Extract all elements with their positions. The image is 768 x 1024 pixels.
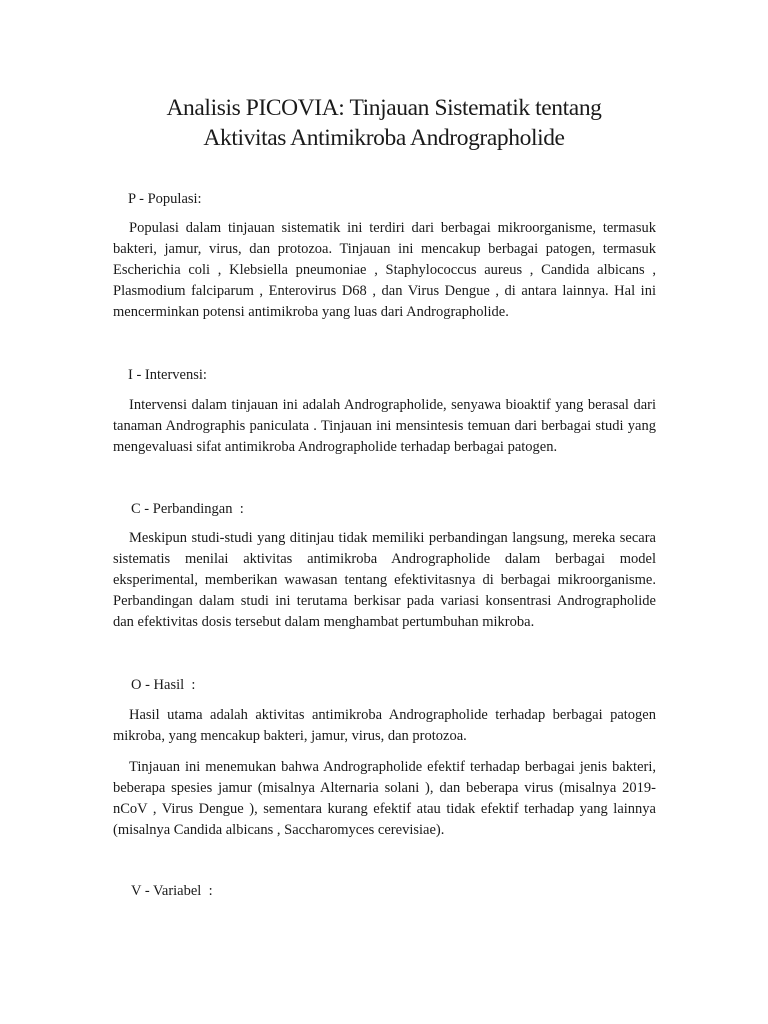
heading-variabel: V - Variabel : xyxy=(131,883,213,899)
paragraph-populasi: Populasi dalam tinjauan sistematik ini terdiri dari berbagai mikroorganisme, termasuk bakteri, jamur, virus, dan protozoa. Tinjauan ini mencakup berbagai patogen, termasuk Escherichia coli , Klebsiella pneumoniae , Staphylococcus aureus , Candida albicans , Plasmodium falciparum , Enterovirus D68 , dan Virus Dengue , di antara lainnya. Hal ini mencerminkan potensi antimikroba yang luas dari Andrographolide. xyxy=(113,220,656,320)
title-line-1: Analisis PICOVIA: Tinjauan Sistematik tentang xyxy=(166,95,602,121)
paragraph-hasil-2: Tinjauan ini menemukan bahwa Andrographolide efektif terhadap berbagai jenis bakteri, beberapa spesies jamur (misalnya Alternaria solani ), dan beberapa virus (misalnya 2019-nCoV , Virus Dengue ), sementara kurang efektif atau tidak efektif terhadap yang lainnya (misalnya Candida albicans , Saccharomyces cerevisiae). xyxy=(113,759,656,838)
heading-intervensi: I - Intervensi: xyxy=(128,367,207,383)
heading-perbandingan: C - Perbandingan : xyxy=(131,501,244,517)
heading-hasil: O - Hasil : xyxy=(131,677,196,693)
title-line-2: Aktivitas Antimikroba Andrographolide xyxy=(203,125,565,151)
paragraph-hasil-1: Hasil utama adalah aktivitas antimikroba Andrographolide terhadap berbagai patogen mikroba, yang mencakup bakteri, jamur, virus, dan protozoa. xyxy=(113,707,656,744)
document-title xyxy=(0,93,768,153)
heading-populasi: P - Populasi: xyxy=(128,191,202,207)
paragraph-intervensi: Intervensi dalam tinjauan ini adalah Andrographolide, senyawa bioaktif yang berasal dari tanaman Andrographis paniculata . Tinjauan ini mensintesis temuan dari berbagai studi yang mengevaluasi sifat antimikroba Andrographolide terhadap berbagai patogen. xyxy=(113,397,656,455)
paragraph-perbandingan: Meskipun studi-studi yang ditinjau tidak memiliki perbandingan langsung, mereka secara sistematis menilai aktivitas antimikroba Andrographolide dalam berbagai model eksperimental, memberikan wawasan tentang efektivitasnya di berbagai mikroorganisme. Perbandingan dalam studi ini terutama berkisar pada variasi konsentrasi Andrographolide dan efektivitas dosis tersebut dalam menghambat pertumbuhan mikroba. xyxy=(113,530,656,630)
